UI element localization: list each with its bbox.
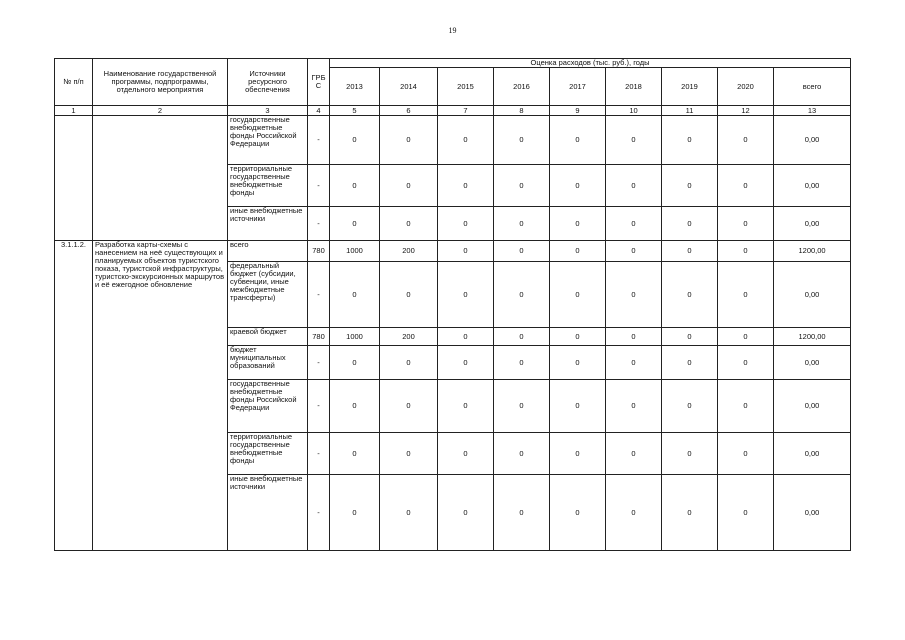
total-cell: 0,00: [774, 262, 851, 328]
header-year: 2018: [606, 68, 662, 106]
value-cell: 0: [380, 262, 438, 328]
value-cell: 0: [438, 262, 494, 328]
table-row: [55, 241, 851, 262]
column-number: 10: [606, 106, 662, 116]
value-cell: 0: [330, 262, 380, 328]
value-cell: 200: [380, 328, 438, 346]
total-cell: 0,00: [774, 116, 851, 165]
source-cell: краевой бюджет: [228, 328, 308, 346]
value-cell: 0: [330, 116, 380, 165]
table-row: [55, 116, 851, 165]
value-cell: 0: [718, 207, 774, 241]
grbs-cell: -: [308, 207, 330, 241]
value-cell: 0: [718, 433, 774, 475]
grbs-cell: -: [308, 433, 330, 475]
value-cell: 0: [380, 433, 438, 475]
value-cell: 0: [494, 262, 550, 328]
grbs-cell: 780: [308, 328, 330, 346]
value-cell: 0: [550, 475, 606, 551]
value-cell: 0: [606, 165, 662, 207]
value-cell: 0: [494, 207, 550, 241]
source-cell: государственные внебюджетные фонды Российской Федерации: [228, 116, 308, 165]
grbs-cell: -: [308, 346, 330, 380]
column-number: 11: [662, 106, 718, 116]
value-cell: 0: [550, 116, 606, 165]
header-source: Источники ресурсного обеспечения: [228, 59, 308, 106]
value-cell: 0: [330, 165, 380, 207]
header-year: 2013: [330, 68, 380, 106]
column-number: 3: [228, 106, 308, 116]
source-cell: территориальные государственные внебюджетные фонды: [228, 433, 308, 475]
value-cell: 0: [494, 116, 550, 165]
grbs-cell: -: [308, 380, 330, 433]
value-cell: 0: [662, 433, 718, 475]
total-cell: 1200,00: [774, 241, 851, 262]
value-cell: 0: [494, 328, 550, 346]
value-cell: 0: [606, 380, 662, 433]
value-cell: 0: [330, 433, 380, 475]
value-cell: 0: [662, 116, 718, 165]
value-cell: 0: [718, 262, 774, 328]
value-cell: 200: [380, 241, 438, 262]
value-cell: 0: [606, 262, 662, 328]
value-cell: 0: [718, 165, 774, 207]
grbs-cell: -: [308, 165, 330, 207]
value-cell: 1000: [330, 328, 380, 346]
column-number: 4: [308, 106, 330, 116]
header-year: 2015: [438, 68, 494, 106]
value-cell: 0: [330, 207, 380, 241]
value-cell: 0: [662, 380, 718, 433]
value-cell: 0: [380, 116, 438, 165]
value-cell: 0: [438, 116, 494, 165]
header-total: всего: [774, 68, 851, 106]
source-cell: иные внебюджетные источники: [228, 207, 308, 241]
column-number: 9: [550, 106, 606, 116]
row-name-cell: Разработка карты-схемы с нанесением на неё существующих и планируемых объектов туристского показа, туристской инфраструктуры, туристско-экскурсионных маршрутов и её ежегодное обновление: [93, 241, 228, 551]
value-cell: 0: [438, 207, 494, 241]
value-cell: 0: [662, 165, 718, 207]
source-cell: государственные внебюджетные фонды Российской Федерации: [228, 380, 308, 433]
value-cell: 0: [330, 380, 380, 433]
value-cell: 0: [606, 475, 662, 551]
header-grbs: ГРБ С: [308, 59, 330, 106]
value-cell: 0: [662, 346, 718, 380]
value-cell: 0: [380, 346, 438, 380]
header-year: 2016: [494, 68, 550, 106]
value-cell: 0: [662, 262, 718, 328]
grbs-cell: -: [308, 116, 330, 165]
column-number: 8: [494, 106, 550, 116]
total-cell: 0,00: [774, 433, 851, 475]
total-cell: 0,00: [774, 475, 851, 551]
value-cell: 0: [494, 346, 550, 380]
row-num-cell: [55, 116, 93, 241]
header-num: № п/п: [55, 59, 93, 106]
value-cell: 0: [494, 433, 550, 475]
header-estimate: Оценка расходов (тыс. руб.), годы: [330, 59, 851, 68]
value-cell: 0: [662, 475, 718, 551]
column-numbers-row: [55, 106, 851, 116]
page-number: 19: [448, 26, 457, 35]
value-cell: 0: [550, 433, 606, 475]
total-cell: 0,00: [774, 207, 851, 241]
budget-table: [54, 58, 851, 551]
source-cell: федеральный бюджет (субсидии, субвенции, иные межбюджетные трансферты): [228, 262, 308, 328]
value-cell: 0: [494, 475, 550, 551]
value-cell: 0: [438, 328, 494, 346]
value-cell: 0: [718, 475, 774, 551]
value-cell: 0: [606, 346, 662, 380]
value-cell: 0: [662, 207, 718, 241]
value-cell: 0: [718, 116, 774, 165]
value-cell: 0: [550, 380, 606, 433]
value-cell: 0: [380, 165, 438, 207]
column-number: 13: [774, 106, 851, 116]
source-cell: всего: [228, 241, 308, 262]
value-cell: 0: [438, 165, 494, 207]
value-cell: 1000: [330, 241, 380, 262]
value-cell: 0: [438, 433, 494, 475]
value-cell: 0: [380, 475, 438, 551]
value-cell: 0: [494, 241, 550, 262]
row-name-cell: [93, 116, 228, 241]
value-cell: 0: [662, 241, 718, 262]
total-cell: 0,00: [774, 165, 851, 207]
header-name: Наименование государственной программы, подпрограммы, отдельного мероприятия: [93, 59, 228, 106]
value-cell: 0: [550, 328, 606, 346]
value-cell: 0: [606, 116, 662, 165]
value-cell: 0: [438, 475, 494, 551]
value-cell: 0: [718, 346, 774, 380]
value-cell: 0: [718, 328, 774, 346]
value-cell: 0: [438, 380, 494, 433]
grbs-cell: -: [308, 262, 330, 328]
total-cell: 1200,00: [774, 328, 851, 346]
value-cell: 0: [550, 262, 606, 328]
row-num-cell: 3.1.1.2.: [55, 241, 93, 551]
header-year: 2014: [380, 68, 438, 106]
column-number: 5: [330, 106, 380, 116]
value-cell: 0: [438, 241, 494, 262]
value-cell: 0: [606, 433, 662, 475]
value-cell: 0: [330, 346, 380, 380]
value-cell: 0: [494, 165, 550, 207]
value-cell: 0: [438, 346, 494, 380]
value-cell: 0: [606, 241, 662, 262]
column-number: 2: [93, 106, 228, 116]
total-cell: 0,00: [774, 380, 851, 433]
column-number: 6: [380, 106, 438, 116]
value-cell: 0: [380, 207, 438, 241]
value-cell: 0: [550, 165, 606, 207]
value-cell: 0: [718, 380, 774, 433]
header-year: 2020: [718, 68, 774, 106]
header-year: 2019: [662, 68, 718, 106]
value-cell: 0: [494, 380, 550, 433]
header-year: 2017: [550, 68, 606, 106]
value-cell: 0: [550, 241, 606, 262]
value-cell: 0: [606, 328, 662, 346]
value-cell: 0: [718, 241, 774, 262]
column-number: 1: [55, 106, 93, 116]
value-cell: 0: [330, 475, 380, 551]
value-cell: 0: [380, 380, 438, 433]
value-cell: 0: [550, 207, 606, 241]
source-cell: иные внебюджетные источники: [228, 475, 308, 551]
source-cell: территориальные государственные внебюджетные фонды: [228, 165, 308, 207]
grbs-cell: 780: [308, 241, 330, 262]
value-cell: 0: [662, 328, 718, 346]
total-cell: 0,00: [774, 346, 851, 380]
value-cell: 0: [550, 346, 606, 380]
value-cell: 0: [606, 207, 662, 241]
column-number: 12: [718, 106, 774, 116]
source-cell: бюджет муниципальных образований: [228, 346, 308, 380]
grbs-cell: -: [308, 475, 330, 551]
column-number: 7: [438, 106, 494, 116]
